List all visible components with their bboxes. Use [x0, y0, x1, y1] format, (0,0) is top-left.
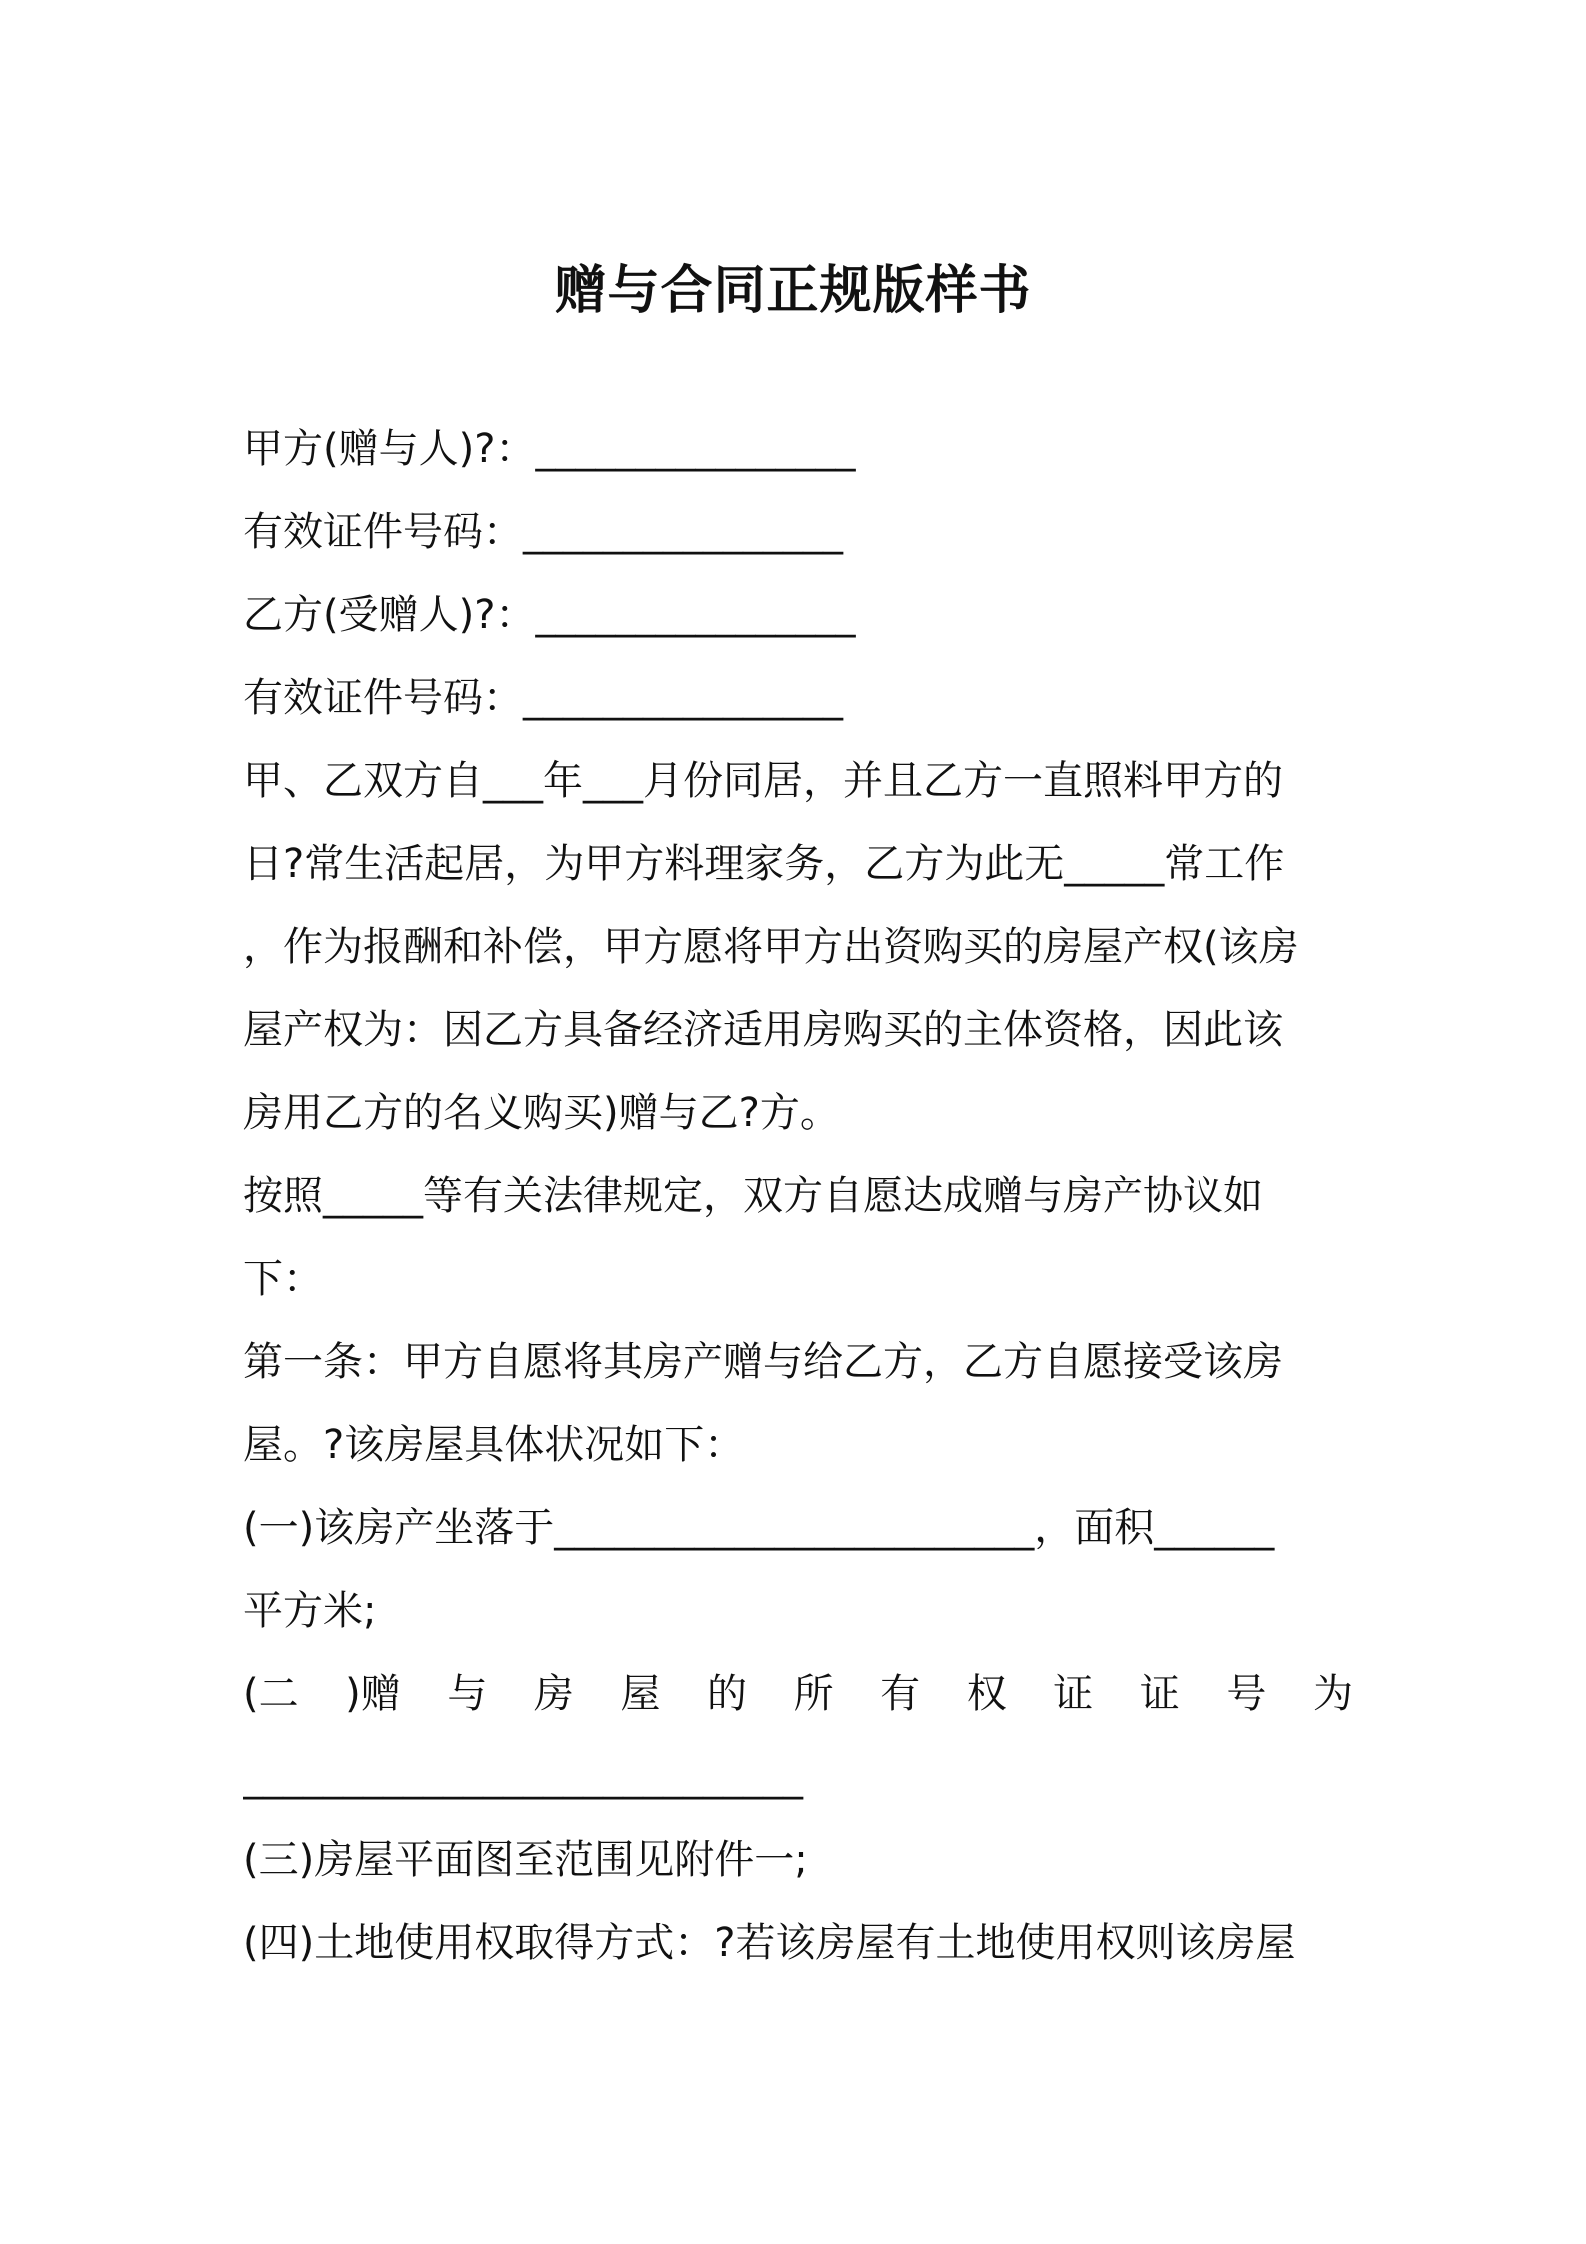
clause-two-word: )赠 [345, 1671, 401, 1717]
paragraph-line: 房用乙方的名义购买)赠与乙?方。 [243, 1090, 840, 1136]
clause-two-word: 权 [966, 1671, 1007, 1717]
clause-two-word: 的 [707, 1671, 748, 1717]
clause-two-word: 屋 [620, 1671, 661, 1717]
document-body [243, 408, 1353, 1985]
party-a-line: 甲方(赠与人)?：________________ [243, 426, 856, 472]
clause-two-blank-line: ____________________________ [243, 1754, 803, 1800]
clause-two-word: (二 [243, 1671, 299, 1717]
clause-one-line: 平方米; [243, 1588, 377, 1634]
article-one-line: 第一条：甲方自愿将其房产赠与给乙方，乙方自愿接受该房 [243, 1339, 1283, 1385]
clause-two-word: 证 [1139, 1671, 1180, 1717]
clause-two-word: 与 [447, 1671, 488, 1717]
paragraph-line: 甲、乙双方自___年___月份同居，并且乙方一直照料甲方的 [243, 758, 1283, 804]
paragraph-line: 日?常生活起居，为甲方料理家务，乙方为此无_____常工作 [243, 841, 1285, 887]
clause-one-line: (一)该房产坐落于________________________，面积______ [243, 1505, 1275, 1551]
clause-two-word: 所 [793, 1671, 834, 1717]
clause-two-word: 为 [1312, 1671, 1353, 1717]
paragraph-line: 屋产权为：因乙方具备经济适用房购买的主体资格，因此该 [243, 1007, 1283, 1053]
clause-two-word: 有 [880, 1671, 921, 1717]
clause-two-word: 房 [533, 1671, 574, 1717]
clause-three-line: (三)房屋平面图至范围见附件一; [243, 1837, 808, 1883]
clause-two-word: 证 [1053, 1671, 1094, 1717]
party-a-id-line: 有效证件号码：________________ [243, 509, 843, 555]
party-b-id-line: 有效证件号码：________________ [243, 675, 843, 721]
clause-two-line [243, 1653, 1353, 1736]
party-b-line: 乙方(受赠人)?：________________ [243, 592, 856, 638]
clause-four-line: (四)土地使用权取得方式：?若该房屋有土地使用权则该房屋 [243, 1920, 1296, 1966]
clause-two-word: 号 [1226, 1671, 1267, 1717]
paragraph-line: 下： [243, 1256, 323, 1302]
article-one-line: 屋。?该房屋具体状况如下： [243, 1422, 745, 1468]
paragraph-line: 按照_____等有关法律规定，双方自愿达成赠与房产协议如 [243, 1173, 1263, 1219]
document-title: 赠与合同正规版样书 [554, 261, 1032, 321]
paragraph-line: ，作为报酬和补偿，甲方愿将甲方出资购买的房屋产权(该房 [243, 924, 1299, 970]
